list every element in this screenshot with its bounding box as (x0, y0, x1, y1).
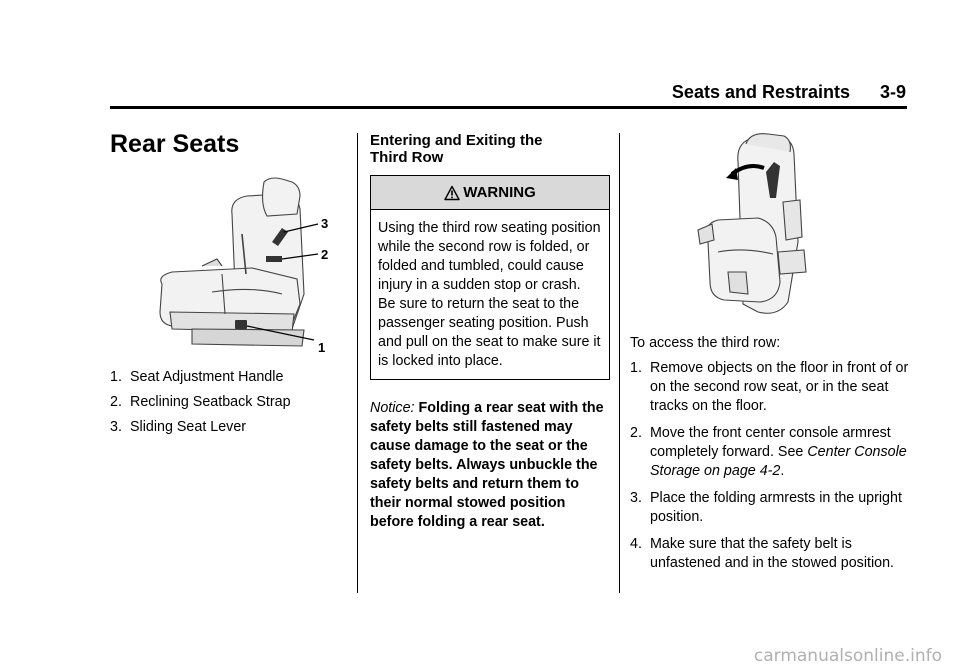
list-item: 3. Sliding Seat Lever (110, 419, 247, 435)
notice-text: Folding a rear seat with the safety belts still fastened may cause damage to the seat or the safety belts. Always unbuckle the safety belts and return them to their normal stowed position before folding a rear seat. (370, 400, 604, 530)
column-divider-1 (357, 133, 358, 593)
rear-seats-column (110, 128, 345, 443)
warning-box (370, 175, 610, 380)
list-item: 2. Reclining Seatback Strap (110, 394, 291, 410)
page-number: 3-9 (879, 82, 906, 102)
folded-seat-illustration (688, 132, 838, 322)
callout-3: 3 (321, 216, 329, 231)
third-row-column (370, 132, 610, 532)
subsection-title: Entering and Exiting the Third Row (370, 132, 543, 166)
column-divider-2 (619, 133, 620, 593)
list-item: 3. Place the folding armrests in the upright position. (630, 490, 902, 525)
parts-list (110, 368, 345, 437)
notice-paragraph (370, 399, 610, 532)
cross-reference-link[interactable]: Center Console Storage on page 4-2 (650, 444, 907, 479)
notice-label: Notice: (370, 400, 415, 416)
rear-seat-illustration (132, 174, 342, 360)
list-item: 1. Seat Adjustment Handle (110, 369, 284, 385)
list-item: 2. Move the front center console armrest completely forward. See Center Console Storage on page 4-2. (630, 425, 907, 479)
callout-2: 2 (321, 247, 329, 262)
access-steps (630, 359, 915, 573)
callout-1: 1 (318, 340, 326, 355)
warning-icon (444, 185, 460, 201)
access-column (630, 132, 915, 581)
watermark: carmanualsonline.info (753, 646, 942, 666)
header-rule (110, 106, 907, 109)
running-header-title: Seats and Restraints (671, 82, 850, 102)
access-intro: To access the third row: (630, 335, 781, 351)
warning-header: WARNING (371, 176, 609, 210)
warning-text: Using the third row seating position while the second row is folded, or folded and tumbled, could cause injury in a sudden stop or crash. Be sure to return the seat to the passenger seating position. Push and pull on the seat to make sure it is locked into place. (378, 220, 601, 369)
section-title: Rear Seats (110, 130, 240, 158)
list-item: 1. Remove objects on the floor in front of or on the second row seat, or in the seat tracks on the floor. (630, 360, 909, 414)
list-item: 4. Make sure that the safety belt is unfastened and in the stowed position. (630, 536, 895, 571)
